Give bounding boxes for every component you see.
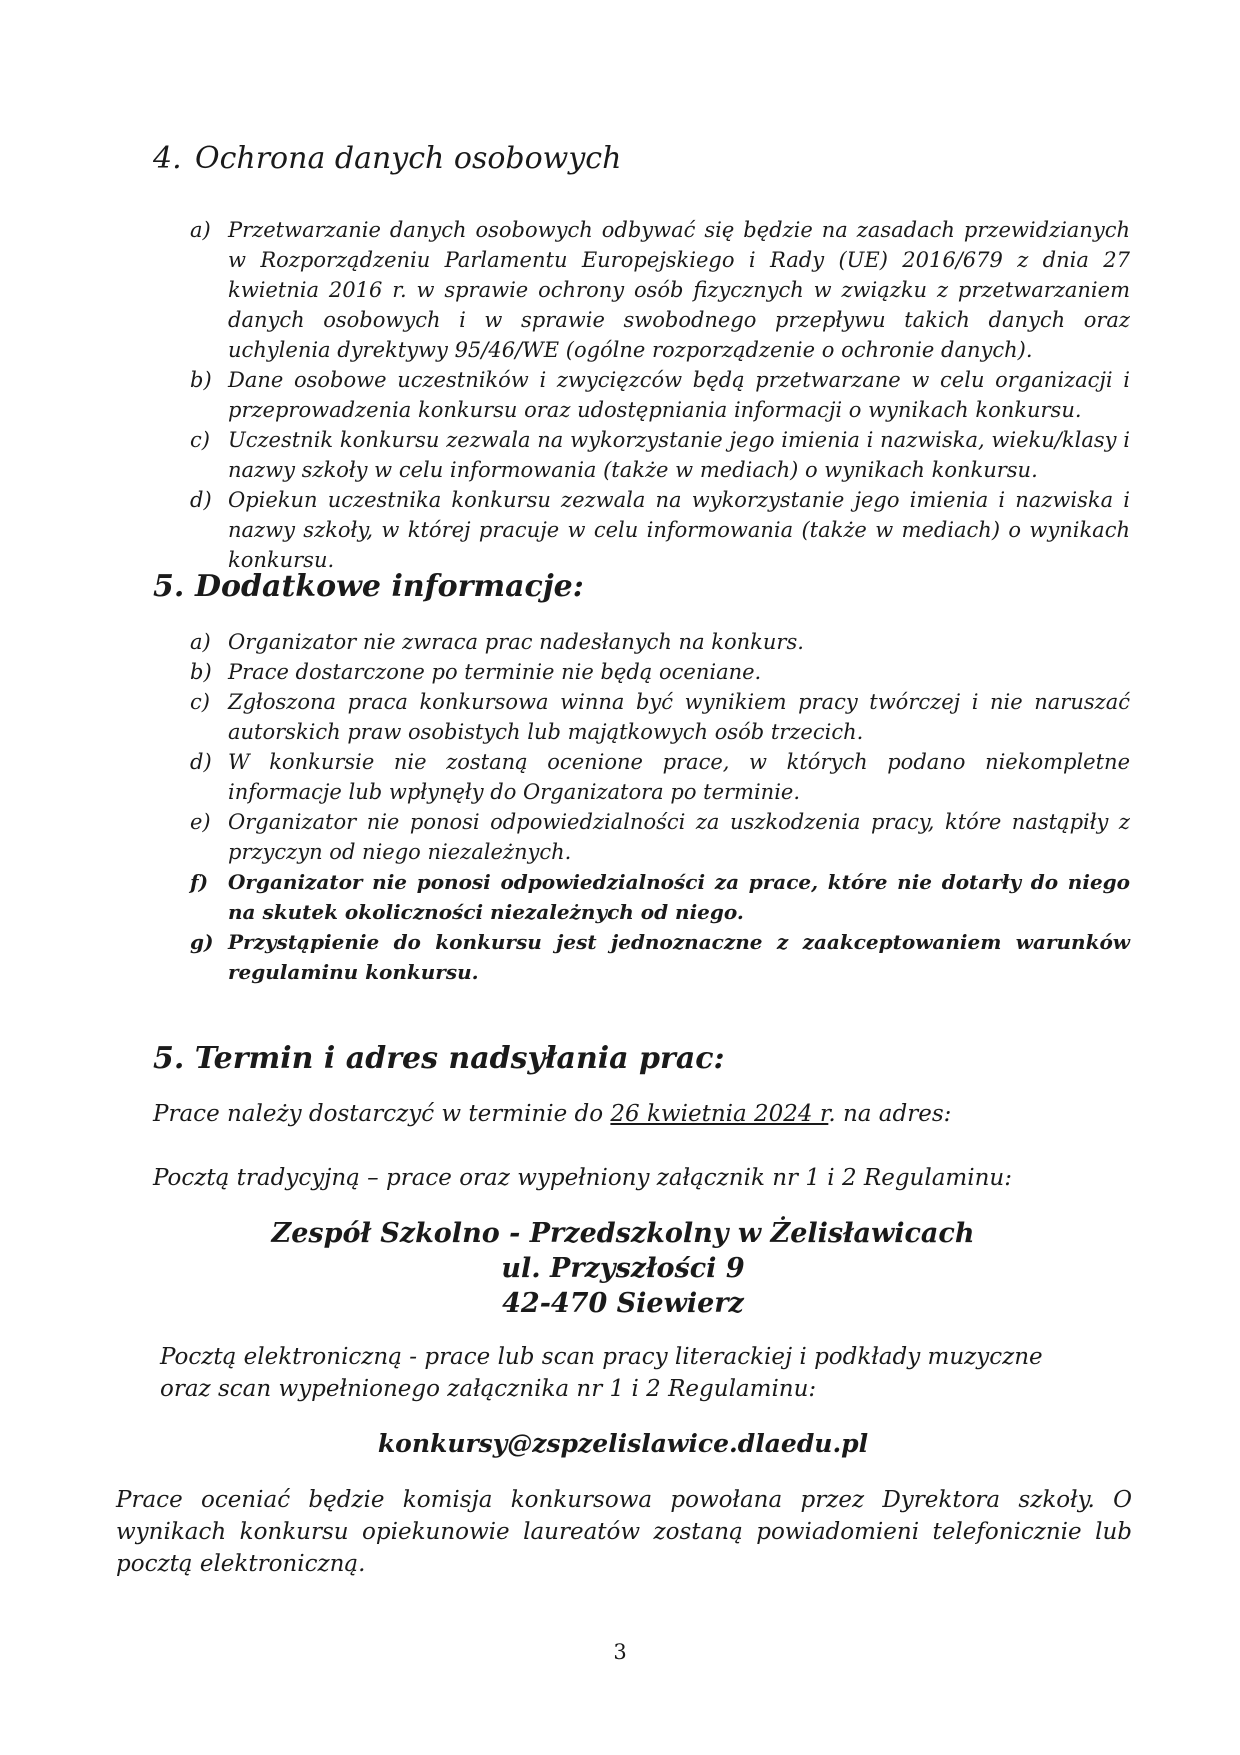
list-item-label: b) [190,368,212,392]
section-4-number: 4. [153,141,182,176]
contact-email: konkursy@zspzelislawice.dlaedu.pl [377,1429,869,1458]
list-item-text: Uczestnik konkursu zezwala na wykorzystanie jego imienia i nazwiska, wieku/klasy i nazwy szkoły w celu informowania (także w mediach) o wynikach konkursu. [228,428,1130,482]
list-item-label: b) [190,660,212,684]
list-item-label: d) [190,488,212,512]
section-5-number: 5. [153,569,185,604]
list-item [190,807,1130,867]
deadline-suffix: . na adres: [828,1101,952,1127]
address-line: ul. Przyszłości 9 [501,1253,745,1284]
page-number: 3 [613,1640,627,1664]
list-item [190,747,1130,807]
list-item-label: a) [190,630,211,654]
section-4-heading [153,140,621,178]
list-item-text: Prace dostarczone po terminie nie będą oceniane. [228,660,762,684]
section-5-list [190,627,1130,987]
section-4-title: Ochrona danych osobowych [195,141,622,176]
list-item [190,485,1130,575]
list-item-text: Przystąpienie do konkursu jest jednoznaczne z zaakceptowaniem warunków regulaminu konkursu. [228,930,1130,984]
list-item [190,215,1130,365]
deadline-line [153,1098,1133,1130]
list-item-label: e) [190,810,211,834]
deadline-date: 26 kwietnia 2024 r [610,1101,829,1127]
list-item-text: Organizator nie ponosi odpowiedzialności za prace, które nie dotarły do niego na skutek okoliczności niezależnych od niego. [228,870,1130,924]
address-line: 42-470 Siewierz [502,1288,744,1319]
list-item-label: c) [190,428,210,452]
list-item [190,927,1130,987]
postal-address [153,1216,1093,1321]
list-item [190,627,1130,657]
list-item-text: Organizator nie ponosi odpowiedzialności za uszkodzenia pracy, które nastąpiły z przyczyn od niego niezależnych. [228,810,1130,864]
list-item-label: f) [190,870,209,894]
list-item-text: Opiekun uczestnika konkursu zezwala na wykorzystanie jego imienia i nazwiska i nazwy szkoły, w której pracuje w celu informowania (także w mediach) o wynikach konkursu. [228,488,1130,572]
section-5-heading [153,568,584,606]
list-item-label: g) [190,930,214,954]
email-intro: Pocztą elektroniczną - prace lub scan pracy literackiej i podkłady muzyczne oraz scan wypełnionego załącznika nr 1 i 2 Regulaminu: [160,1344,1043,1402]
list-item [190,867,1130,927]
list-item [190,365,1130,425]
list-item-label: a) [190,218,211,242]
address-line: Zespół Szkolno - Przedszkolny w Żelisławicach [271,1218,975,1249]
closing-paragraph: Prace oceniać będzie komisja konkursowa powołana przez Dyrektora szkoły. O wynikach konkursu opiekunowie laureatów zostaną powiadomieni telefonicznie lub pocztą elektroniczną. [116,1487,1132,1577]
list-item-text: W konkursie nie zostaną ocenione prace, w których podano niekompletne informacje lub wpłynęły do Organizatora po terminie. [228,750,1130,804]
list-item-label: c) [190,690,210,714]
list-item-text: Organizator nie zwraca prac nadesłanych na konkurs. [228,630,804,654]
list-item-label: d) [190,750,212,774]
list-item-text: Zgłoszona praca konkursowa winna być wynikiem pracy twórczej i nie naruszać autorskich praw osobistych lub majątkowych osób trzecich. [228,690,1130,744]
section-5-title: Dodatkowe informacje: [195,569,584,604]
list-item-text: Dane osobowe uczestników i zwycięzców będą przetwarzane w celu organizacji i przeprowadzenia konkursu oraz udostępniania informacji o wynikach konkursu. [228,368,1130,422]
list-item [190,425,1130,485]
deadline-prefix: Prace należy dostarczyć w terminie do [153,1101,611,1127]
postal-intro: Pocztą tradycyjną – prace oraz wypełniony załącznik nr 1 i 2 Regulaminu: [153,1165,1012,1191]
list-item [190,657,1130,687]
list-item-text: Przetwarzanie danych osobowych odbywać się będzie na zasadach przewidzianych w Rozporządzeniu Parlamentu Europejskiego i Rady (UE) 2016/679 z dnia 27 kwietnia 2016 r. w sprawie ochrony osób fizycznych w związku z przetwarzaniem danych osobowych i w sprawie swobodnego przepływu takich danych oraz uchylenia dyrektywy 95/46/WE (ogólne rozporządzenie o ochronie danych). [228,218,1130,362]
section-4-list [190,215,1130,575]
section-5b-heading: 5. Termin i adres nadsyłania prac: [153,1041,725,1076]
list-item [190,687,1130,747]
